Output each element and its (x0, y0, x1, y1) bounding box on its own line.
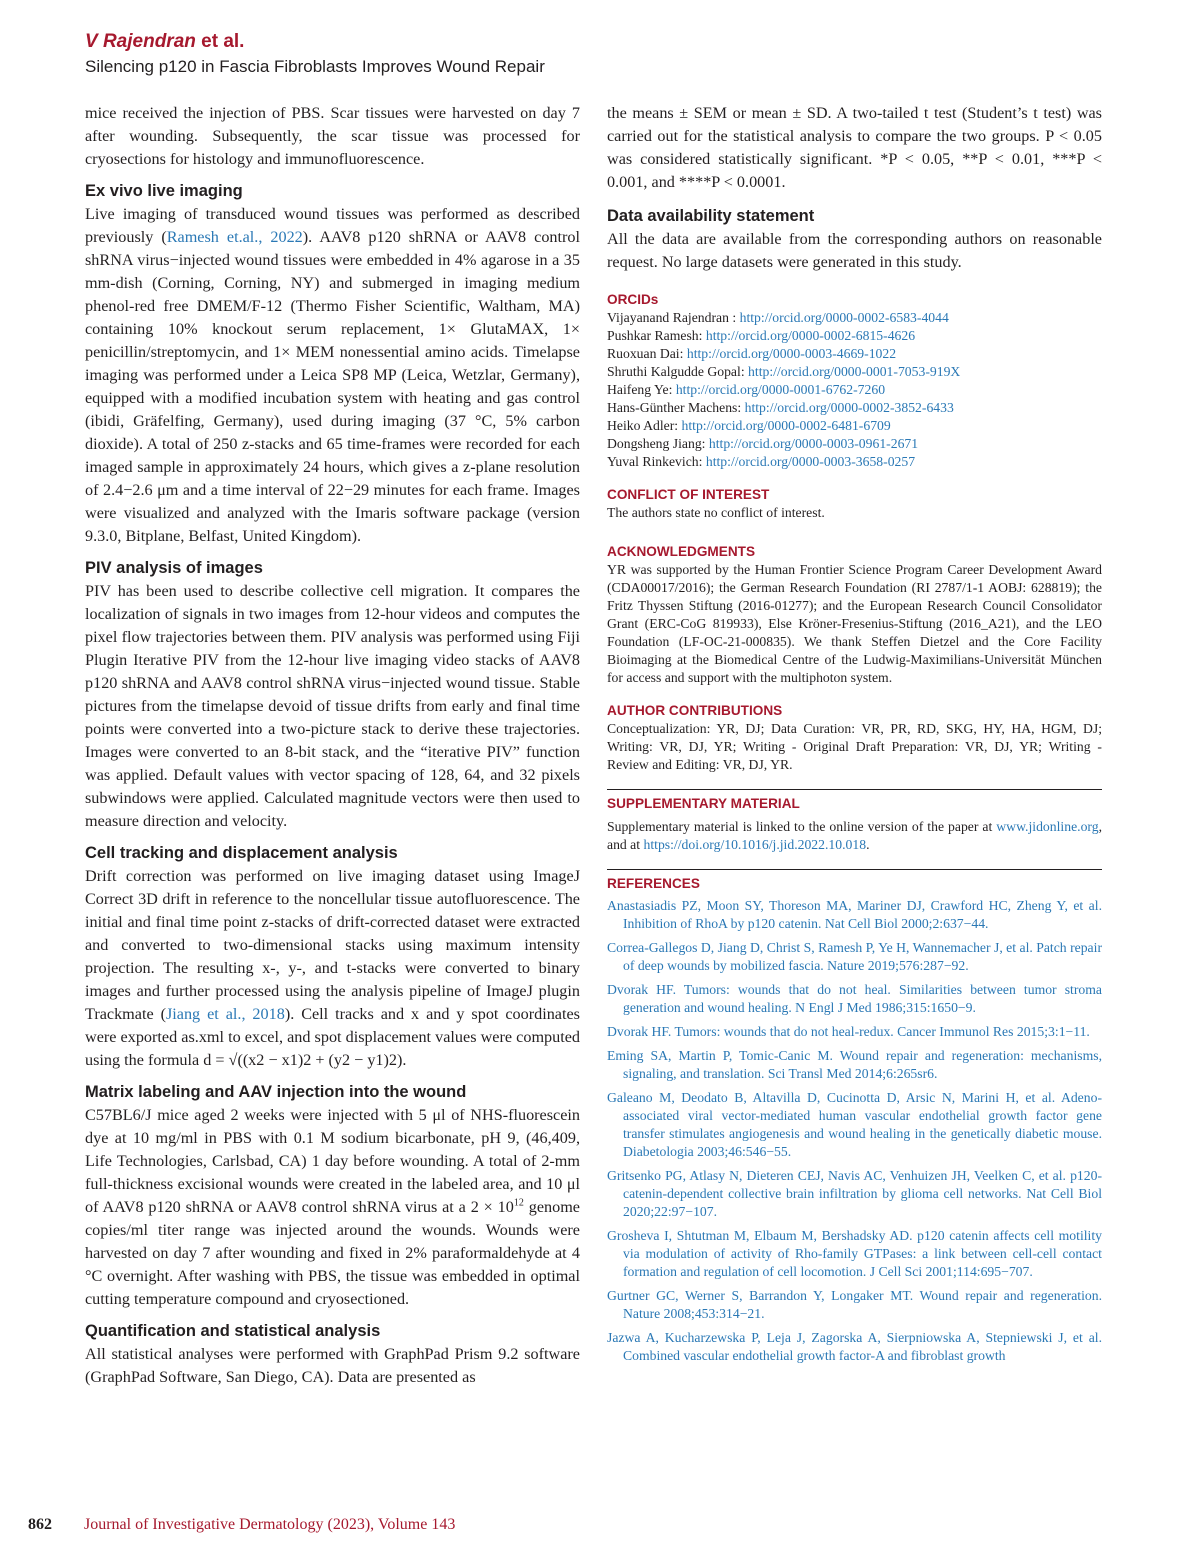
running-header (85, 30, 545, 79)
orcid-entry (607, 417, 1102, 435)
section-heading: ACKNOWLEDGMENTS (607, 544, 756, 559)
section-acknowledgments (607, 542, 1102, 687)
orcid-author-name: Heiko Adler: (607, 418, 682, 433)
doi-link[interactable]: https://doi.org/10.1016/j.jid.2022.10.018 (643, 837, 867, 852)
orcid-link[interactable]: http://orcid.org/0000-0002-6481-6709 (681, 418, 891, 433)
section-paragraph: The authors state no conflict of interest. (607, 505, 825, 520)
section-supplementary (607, 790, 1102, 854)
running-title: Silencing p120 in Fascia Fibroblasts Improves Wound Repair (85, 57, 545, 76)
orcid-author-name: Ruoxuan Dai: (607, 346, 687, 361)
orcid-list (607, 309, 1102, 471)
running-author: V Rajendran et al. (85, 31, 245, 52)
orcid-entry (607, 435, 1102, 453)
section-heading: Ex vivo live imaging (85, 182, 243, 200)
journal-citation: Journal of Investigative Dermatology (2023), Volume 143 (84, 1516, 456, 1533)
orcid-author-name: Pushkar Ramesh: (607, 328, 706, 343)
orcid-entry (607, 453, 1102, 471)
section-paragraph: C57BL6/J mice aged 2 weeks were injected with 5 μl of NHS-fluorescein dye at 10 mg/ml in PBS with 0.1 M sodium bicarbonate, pH 9, (46,409, Life Technologies, Carlsbad, CA) 1 day before wounding. A total of 2-mm full-thickness excisional wounds were created in the labeled area, and 10 μl of AAV8 p120 shRNA or AAV8 control shRNA virus at a $2 \times 10^{12}$ genome copies/ml titer range was injected around the wounds. Wounds were harvested on day 7 after wounding and fixed in 2% paraformaldehyde at 4 °C overnight. After washing with PBS, the tissue was embedded in optimal cutting temperature compound and cryosectioned. (85, 1106, 580, 1308)
reference-entry[interactable]: Anastasiadis PZ, Moon SY, Thoreson MA, Mariner DJ, Crawford HC, Zheng Y, et al. Inhibition of RhoA by p120 catenin. Nat Cell Biol 2000;2:637−44. (607, 898, 1102, 931)
section-paragraph: All statistical analyses were performed with GraphPad Prism 9.2 software (GraphPad Software, San Diego, CA). Data are presented as (85, 1345, 580, 1386)
reference-entry[interactable]: Jazwa A, Kucharzewska P, Leja J, Zagorska A, Sierpniowska A, Stepniewski J, et al. Combined vascular endothelial growth factor-A and fibroblast growth (607, 1330, 1102, 1363)
section-paragraph: All the data are available from the corresponding authors on reasonable request. No large datasets were generated in this study. (607, 230, 1102, 271)
section-orcids (607, 290, 1102, 471)
intro-block (85, 102, 580, 171)
intro-paragraph: mice received the injection of PBS. Scar tissues were harvested on day 7 after wounding. Subsequently, the scar tissue was processed for cryosections for histology and immunofluorescence. (85, 104, 580, 168)
section-matrix (85, 1081, 580, 1311)
citation-link[interactable]: Ramesh et.al., 2022 (166, 228, 303, 246)
orcid-entry (607, 381, 1102, 399)
orcid-author-name: Dongsheng Jiang: (607, 436, 709, 451)
section-heading: Data availability statement (607, 207, 815, 225)
orcid-link[interactable]: http://orcid.org/0000-0002-6815-4626 (705, 328, 916, 343)
journal-link[interactable]: www.jidonline.org (996, 819, 1099, 834)
section-paragraph: YR was supported by the Human Frontier Science Program Career Development Award (CDA00017/2016); the German Research Foundation (RI 2787/1-1 AOBJ: 628819); the Fritz Thyssen Stiftung (2016-01277); and the European Research Council Consolidator Grant (ERC-CoG 819933), Else Kröner-Fresenius-Stiftung (2016_A21), and the LEO Foundation (LF-OC-21-000835). We thank Steffen Dietzel and the Core Facility Bioimaging at the Biomedical Centre of the Ludwig-Maximilians-Universität München for access and support with the multiphoton system. (607, 562, 1102, 685)
section-conflict (607, 485, 1102, 522)
orcid-entry (607, 399, 1102, 417)
orcid-entry (607, 345, 1102, 363)
orcid-author-name: Haifeng Ye: (607, 382, 676, 397)
stats-continuation: the means ± SEM or mean ± SD. A two-tailed t test (Student’s t test) was carried out for the statistical analysis to compare the two groups. P < 0.05 was considered statistically significant. *P < 0.05, **P < 0.01, ***P < 0.001, and ****P < 0.0001. (607, 104, 1102, 191)
orcid-entry (607, 309, 1102, 327)
section-quant (85, 1320, 580, 1389)
section-exvivo (85, 180, 580, 548)
orcid-link[interactable]: http://orcid.org/0000-0003-4669-1022 (686, 346, 897, 361)
orcid-author-name: Yuval Rinkevich: (607, 454, 706, 469)
orcid-entry (607, 327, 1102, 345)
section-heading: Cell tracking and displacement analysis (85, 844, 398, 862)
orcid-author-name: Hans-Günther Machens: (607, 400, 745, 415)
section-heading: PIV analysis of images (85, 559, 263, 577)
page-footer (28, 1514, 455, 1536)
reference-entry[interactable]: Correa-Gallegos D, Jiang D, Christ S, Ramesh P, Ye H, Wannemacher J, et al. Patch repair of deep wounds by mobilized fascia. Nature 2019;576:287−92. (607, 940, 1102, 973)
section-contributions (607, 701, 1102, 774)
orcid-link[interactable]: http://orcid.org/0000-0001-6762-7260 (675, 382, 886, 397)
section-paragraph: PIV has been used to describe collective cell migration. It compares the localization of signals in two images from 12-hour videos and computes the pixel flow trajectories between them. PIV analysis was performed using Fiji Plugin Iterative PIV from the 12-hour live imaging video stacks of AAV8 p120 shRNA and AAV8 control shRNA virus−injected wound tissue. Stable pictures from the timelapse devoid of tissue drifts from early and final time points were converted into a two-picture stack to derive these trajectories. Images were converted to an 8-bit stack, and the “iterative PIV” function was applied. Default values with vector spacing of 128, 64, and 32 pixels subwindows were applied. Calculated magnitude vectors were then used to measure direction and velocity. (85, 582, 580, 830)
reference-entry[interactable]: Eming SA, Martin P, Tomic-Canic M. Wound repair and regeneration: mechanisms, signaling, and translation. Sci Transl Med 2014;6:265sr6. (607, 1048, 1102, 1081)
section-heading: Matrix labeling and AAV injection into the wound (85, 1083, 467, 1101)
page-number: 862 (28, 1516, 52, 1533)
reference-entry[interactable]: Gurtner GC, Werner S, Barrandon Y, Longaker MT. Wound repair and regeneration. Nature 2008;453:314−21. (607, 1288, 1102, 1321)
orcid-link[interactable]: http://orcid.org/0000-0003-3658-0257 (705, 454, 916, 469)
orcid-link[interactable]: http://orcid.org/0000-0002-3852-6433 (744, 400, 954, 415)
reference-entry[interactable]: Dvorak HF. Tumors: wounds that do not heal-redux. Cancer Immunol Res 2015;3:1−11. (607, 1024, 1090, 1039)
section-paragraph: Live imaging of transduced wound tissues was performed as described previously (Ramesh et.al., 2022). AAV8 p120 shRNA or AAV8 control shRNA virus−injected wound tissues were embedded in 4% agarose in a 35 mm-dish (Corning, Corning, NY) and submerged in imaging medium phenol-red free DMEM/F-12 (Thermo Fisher Scientific, Waltham, MA) containing 10% knockout serum replacement, 1× GlutaMAX, 1× penicillin/streptomycin, and 1× MEM nonessential amino acids. Timelapse imaging was performed under a Leica SP8 MP (Leica, Wetzlar, Germany), equipped with a modified incubation system with heating and gas control (ibidi, Gräfelfing, Germany), used during imaging (37 °C, 5% carbon dioxide). A total of 250 z-stacks and 65 time-frames were recorded for each imaged sample in approximately 24 hours, which gives a z-plane resolution of 2.4−2.6 μm and a time interval of 22−29 minutes for each frame. Images were visualized and analyzed with the Imaris software package (version 9.3.0, Bitplane, Belfast, United Kingdom). (85, 205, 580, 545)
orcid-author-name: Shruthi Kalgudde Gopal: (607, 364, 749, 379)
section-piv (85, 557, 580, 833)
citation-link[interactable]: Jiang et al., 2018 (165, 1005, 285, 1023)
section-heading: AUTHOR CONTRIBUTIONS (607, 703, 783, 718)
section-paragraph: Conceptualization: YR, DJ; Data Curation: VR, PR, RD, SKG, HY, HA, HGM, DJ; Writing: VR, DJ, YR; Writing - Original Draft Preparation: VR, DJ, YR; Writing - Review and Editing: VR, DJ, YR. (607, 721, 1102, 772)
orcid-entry (607, 363, 1102, 381)
section-references (607, 870, 1102, 1365)
section-paragraph: Drift correction was performed on live imaging dataset using ImageJ Correct 3D drift in reference to the noncellular tissue autofluorescence. The initial and final time point z-stacks of drift-corrected dataset were extracted and converted to two-dimensional stacks using maximum intensity projection. The resulting x-, y-, and t-stacks were converted to binary images and further processed using the analysis pipeline of ImageJ plugin Trackmate (Jiang et al., 2018). Cell tracks and x and y spot coordinates were exported as.xml to excel, and spot displacement values were computed using the formula d = √((x2 − x1)2 + (y2 − y1)2). (85, 867, 580, 1069)
orcid-link[interactable]: http://orcid.org/0000-0003-0961-2671 (708, 436, 919, 451)
section-heading: CONFLICT OF INTEREST (607, 487, 770, 502)
orcid-link[interactable]: http://orcid.org/0000-0001-7053-919X (748, 364, 961, 379)
reference-entry[interactable]: Galeano M, Deodato B, Altavilla D, Cucinotta D, Arsic N, Marini H, et al. Adeno-associated viral vector-mediated human vascular endothelial growth factor gene transfer stimulates angiogenesis and wound healing in the genetically diabetic mouse. Diabetologia 2003;46:546−55. (607, 1090, 1102, 1159)
section-heading: REFERENCES (607, 876, 700, 891)
left-column (85, 102, 580, 1398)
section-data-availability (607, 205, 1102, 274)
section-heading: ORCIDs (607, 292, 659, 307)
reference-entry[interactable]: Gritsenko PG, Atlasy N, Dieteren CEJ, Navis AC, Venhuizen JH, Veelken C, et al. p120-catenin-dependent collective brain infiltration by glioma cell networks. Nat Cell Biol 2020;22:97−107. (607, 1168, 1102, 1219)
orcid-link[interactable]: http://orcid.org/0000-0002-6583-4044 (739, 310, 949, 325)
reference-entry[interactable]: Grosheva I, Shtutman M, Elbaum M, Bershadsky AD. p120 catenin affects cell motility via modulation of activity of Rho-family GTPases: a link between cell-cell contact formation and regulation of cell locomotion. J Cell Sci 2001;114:695−707. (607, 1228, 1102, 1279)
reference-list (607, 897, 1102, 1365)
reference-entry[interactable]: Dvorak HF. Tumors: wounds that do not heal. Similarities between tumor stroma generation and wound healing. N Engl J Med 1986;315:1650−9. (607, 982, 1102, 1015)
section-heading: SUPPLEMENTARY MATERIAL (607, 796, 800, 811)
section-paragraph: Supplementary material is linked to the online version of the paper at www.jidonline.org, and at https://doi.org/10.1016/j.jid.2022.10.018. (607, 819, 1102, 852)
orcid-author-name: Vijayanand Rajendran : (607, 310, 740, 325)
right-column (607, 102, 1102, 1371)
section-heading: Quantification and statistical analysis (85, 1322, 381, 1340)
section-tracking (85, 842, 580, 1072)
